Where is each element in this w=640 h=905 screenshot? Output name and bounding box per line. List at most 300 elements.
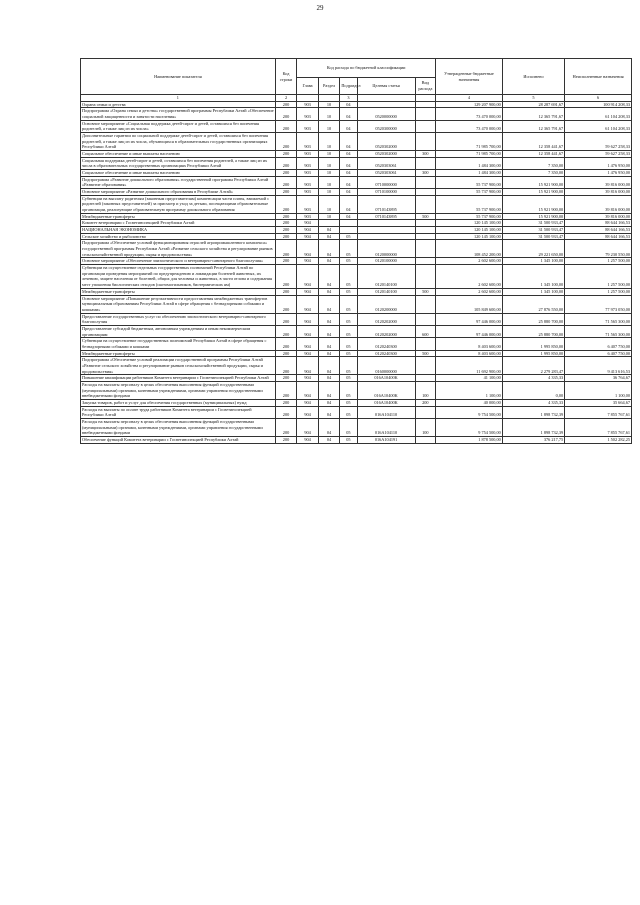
col-header-line-code: Код строки [275, 59, 297, 95]
table-row [81, 151, 632, 158]
row-podrazdel: 05 [340, 357, 357, 375]
row-unexecuted: 39 816 000,00 [565, 189, 632, 196]
row-target-article [357, 220, 415, 227]
row-expense-type [415, 233, 435, 240]
row-podrazdel: 05 [340, 265, 357, 289]
row-glava: 904 [297, 357, 319, 375]
row-name: Охрана семьи и детства [81, 101, 276, 108]
row-glava: 903 [297, 189, 319, 196]
row-expense-type [415, 258, 435, 265]
row-approved: 97 446 000,00 [436, 313, 503, 325]
row-name: Предоставление государственных услуг по обеспечению эпизоотического ветеринарно-санитарного благополучия [81, 313, 276, 325]
col-header-name: Наименование показателя [81, 59, 276, 95]
row-target-article: 0120240300 [357, 350, 415, 357]
row-razdel: 10 [318, 151, 340, 158]
table-row [81, 265, 632, 289]
row-glava: 903 [297, 176, 319, 188]
row-expense-type [415, 375, 435, 382]
row-name: Социальное обеспечение и иные выплаты населению [81, 151, 276, 158]
row-unexecuted: 6 407 750,00 [565, 338, 632, 350]
row-podrazdel [340, 220, 357, 227]
row-expense-type: 500 [415, 288, 435, 295]
row-executed: 7 350,00 [502, 170, 564, 177]
row-executed: 1 995 850,00 [502, 338, 564, 350]
table-row [81, 338, 632, 350]
row-approved: 73 470 000,00 [436, 108, 503, 120]
row-glava: 904 [297, 258, 319, 265]
row-expense-type: 500 [415, 213, 435, 220]
row-expense-type [415, 108, 435, 120]
row-approved: 11 692 900,00 [436, 357, 503, 375]
row-executed: 1 995 850,00 [502, 350, 564, 357]
row-executed: 1 345 100,00 [502, 265, 564, 289]
row-target-article: 016A104110 [357, 418, 415, 436]
row-approved: 9 754 500,00 [436, 418, 503, 436]
col-index: 6 [565, 95, 632, 102]
row-line-code: 200 [275, 375, 297, 382]
col-header-glava: Глава [297, 78, 319, 95]
col-index [297, 95, 319, 102]
row-approved: 55 737 900,00 [436, 189, 503, 196]
row-razdel: 04 [318, 288, 340, 295]
row-razdel: 04 [318, 381, 340, 399]
row-podrazdel: 05 [340, 381, 357, 399]
table-row [81, 157, 632, 169]
row-name: Межбюджетные трансферты [81, 288, 276, 295]
row-razdel: 04 [318, 295, 340, 313]
row-line-code: 200 [275, 133, 297, 151]
row-glava: 904 [297, 220, 319, 227]
row-name: Основное мероприятие «Повышение результативности предоставления межбюджетных трансфертов муниципальным образованиям Республики Алтай в сфере обращения с безнадзорными собаками и кошками» [81, 295, 276, 313]
row-podrazdel: 05 [340, 313, 357, 325]
row-unexecuted: 39 816 000,00 [565, 176, 632, 188]
row-line-code: 200 [275, 295, 297, 313]
row-target-article: 0520000000 [357, 108, 415, 120]
row-razdel: 04 [318, 325, 340, 337]
row-podrazdel: 04 [340, 120, 357, 132]
row-podrazdel: 05 [340, 288, 357, 295]
row-target-article: 0120200000 [357, 295, 415, 313]
row-name: Межбюджетные трансферты [81, 350, 276, 357]
row-approved: 1 878 500,00 [436, 436, 503, 443]
row-razdel: 04 [318, 313, 340, 325]
row-approved: 55 737 900,00 [436, 195, 503, 213]
row-approved: 8 403 600,00 [436, 338, 503, 350]
row-line-code: 200 [275, 265, 297, 289]
row-razdel: 10 [318, 120, 340, 132]
row-executed: 4 335,33 [502, 375, 564, 382]
row-approved: 2 602 600,00 [436, 258, 503, 265]
row-line-code: 200 [275, 357, 297, 375]
row-expense-type [415, 406, 435, 418]
row-glava: 904 [297, 406, 319, 418]
row-line-code: 200 [275, 325, 297, 337]
row-razdel: 04 [318, 265, 340, 289]
row-line-code: 200 [275, 176, 297, 188]
row-expense-type: 300 [415, 170, 435, 177]
row-razdel: 10 [318, 157, 340, 169]
row-line-code: 200 [275, 418, 297, 436]
row-executed: 15 921 900,00 [502, 213, 564, 220]
row-podrazdel: 05 [340, 338, 357, 350]
row-executed: 31 500 933,47 [502, 233, 564, 240]
col-header-type: Вид расхода [415, 78, 435, 95]
row-unexecuted: 9 413 616,53 [565, 357, 632, 375]
row-unexecuted: 1 100,00 [565, 381, 632, 399]
row-podrazdel: 05 [340, 233, 357, 240]
row-executed: 12 358 441,67 [502, 133, 564, 151]
row-executed: 31 500 933,47 [502, 227, 564, 234]
col-header-classification: Код расхода по бюджетной классификации [297, 59, 436, 78]
row-podrazdel: 04 [340, 213, 357, 220]
row-target-article: 0120240300 [357, 338, 415, 350]
table-row [81, 350, 632, 357]
row-glava: 904 [297, 295, 319, 313]
row-podrazdel: 04 [340, 195, 357, 213]
row-unexecuted: 100 914 208,33 [565, 101, 632, 108]
table-row [81, 227, 632, 234]
row-name: Расходы на выплаты персоналу в целях обеспечения выполнения функций государственными (муниципальными) органами, казенными учреждениями, органами управления государственными внебюджетными фондами [81, 418, 276, 436]
row-executed: 28 287 691,67 [502, 101, 564, 108]
row-line-code: 200 [275, 233, 297, 240]
row-approved: 1 100,00 [436, 381, 503, 399]
row-unexecuted: 1 257 500,00 [565, 258, 632, 265]
page-number: 29 [316, 4, 324, 12]
row-glava: 904 [297, 399, 319, 406]
row-razdel: 10 [318, 170, 340, 177]
row-line-code: 200 [275, 240, 297, 258]
table-row [81, 418, 632, 436]
row-razdel: 10 [318, 101, 340, 108]
table-body [81, 101, 632, 443]
row-name: Обеспечение функций Комитета ветеринарии с Госветинспекцией Республики Алтай [81, 436, 276, 443]
row-podrazdel: 05 [340, 325, 357, 337]
row-expense-type [415, 101, 435, 108]
row-name: Подпрограмма «Охрана семьи и детства» государственной программы Республики Алтай «Обеспечение социальной защищенности и занятости населения» [82, 108, 274, 120]
table-row [81, 133, 632, 151]
row-glava: 904 [297, 233, 319, 240]
row-expense-type [415, 220, 435, 227]
row-approved: 9 754 500,00 [436, 406, 503, 418]
row-executed: 4 335,33 [502, 399, 564, 406]
row-podrazdel: 04 [340, 176, 357, 188]
row-line-code: 200 [275, 157, 297, 169]
row-name: Основное мероприятие «Развитие дошкольного образования в Республике Алтай» [81, 189, 276, 196]
row-unexecuted: 61 104 208,33 [565, 108, 632, 120]
row-target-article: 0710143895 [357, 195, 415, 213]
row-line-code: 200 [275, 288, 297, 295]
row-name: Подпрограмма «Развитие дошкольного образования» государственной программы Республики Алтай «Развитие образования» [81, 176, 276, 188]
row-approved: 97 446 000,00 [436, 325, 503, 337]
row-glava: 903 [297, 133, 319, 151]
row-approved: 40 000,00 [436, 399, 503, 406]
row-target-article [357, 101, 415, 108]
row-executed: 29 221 650,00 [502, 240, 564, 258]
table-row [81, 220, 632, 227]
row-podrazdel: 05 [340, 295, 357, 313]
row-glava: 903 [297, 157, 319, 169]
row-executed: 1 898 732,39 [502, 406, 564, 418]
row-approved: 71 985 700,00 [436, 133, 503, 151]
row-unexecuted: 1 476 950,00 [565, 157, 632, 169]
row-expense-type [415, 133, 435, 151]
row-expense-type [415, 189, 435, 196]
row-target-article: 016A104110 [357, 406, 415, 418]
row-expense-type [415, 313, 435, 325]
row-approved: 1 484 300,00 [436, 170, 503, 177]
row-approved: 108 452 200,00 [436, 240, 503, 258]
row-name: Межбюджетные трансферты [81, 213, 276, 220]
row-name: Расходы на выплаты персоналу в целях обеспечения выполнения функций государственными (муниципальными) органами, казенными учреждениями, органами управления государственными внебюджетными фондами [81, 381, 276, 399]
col-header-target: Целевая статья [357, 78, 415, 95]
row-expense-type [415, 240, 435, 258]
table-row [81, 406, 632, 418]
row-expense-type [415, 295, 435, 313]
row-approved: 120 145 100,00 [436, 220, 503, 227]
row-executed: 376 217,75 [502, 436, 564, 443]
row-name: НАЦИОНАЛЬНАЯ ЭКОНОМИКА [81, 227, 276, 234]
row-target-article: 0120140100 [357, 288, 415, 295]
row-unexecuted: 7 855 767,61 [565, 418, 632, 436]
row-expense-type [415, 357, 435, 375]
row-name: Комитет ветеринарии с Госветинспекцией Республики Алтай [81, 220, 276, 227]
row-unexecuted: 59 627 258,33 [565, 151, 632, 158]
row-target-article: 016A10400K [357, 375, 415, 382]
row-name: Субвенции на осуществление государственных полномочий Республики Алтай в сфере обращения с безнадзорными собаками и кошками [81, 338, 276, 350]
row-razdel: 04 [318, 233, 340, 240]
row-glava: 904 [297, 381, 319, 399]
row-approved: 55 737 900,00 [436, 176, 503, 188]
row-glava: 904 [297, 418, 319, 436]
row-executed: 12 365 791,67 [502, 120, 564, 132]
row-name: Подпрограмма «Обеспечение условий функционирования отраслей агропромышленного комплекса» государственной программы Республики Алтай «Развитие сельского хозяйства и регулирование рынков сельскохозяйственной продукции, сырья и продовольствия» [81, 240, 276, 258]
row-podrazdel: 05 [340, 399, 357, 406]
table-row [81, 325, 632, 337]
row-razdel: 04 [318, 338, 340, 350]
row-line-code: 200 [275, 101, 297, 108]
row-line-code: 200 [275, 350, 297, 357]
row-unexecuted: 61 104 208,33 [565, 120, 632, 132]
row-line-code: 200 [275, 406, 297, 418]
row-name: Повышение квалификации работников Комитета ветеринарии с Госветинспекцией Республики Алтай [81, 375, 276, 382]
row-glava: 903 [297, 195, 319, 213]
row-executed: 27 876 550,00 [502, 295, 564, 313]
row-line-code: 200 [275, 338, 297, 350]
row-executed: 7 350,00 [502, 157, 564, 169]
table-row [81, 101, 632, 108]
col-header-razdel: Раздел [318, 78, 340, 95]
row-glava: 904 [297, 313, 319, 325]
row-executed: 2 279 283,47 [502, 357, 564, 375]
row-podrazdel: 05 [340, 258, 357, 265]
row-name: Закупка товаров, работ и услуг для обеспечения государственных (муниципальных) нужд [81, 399, 276, 406]
row-unexecuted: 6 407 750,00 [565, 350, 632, 357]
row-razdel: 10 [318, 176, 340, 188]
row-line-code: 200 [275, 189, 297, 196]
row-target-article: 016A104191 [357, 436, 415, 443]
row-name: Основное мероприятие «Обеспечение эпизоотического и ветеринарно-санитарного благополучия» [81, 258, 276, 265]
row-target-article: 0710143895 [357, 213, 415, 220]
row-line-code: 200 [275, 151, 297, 158]
row-podrazdel: 05 [340, 406, 357, 418]
row-razdel: 04 [318, 240, 340, 258]
row-razdel: 10 [318, 133, 340, 151]
row-glava: 903 [297, 108, 319, 120]
col-index: 3 [340, 95, 357, 102]
row-name: Предоставление субсидий бюджетным, автономным учреждениям и иным некоммерческим организациям [81, 325, 276, 337]
row-expense-type: 100 [415, 418, 435, 436]
row-line-code: 200 [275, 220, 297, 227]
row-unexecuted: 7 855 767,61 [565, 406, 632, 418]
row-unexecuted: 1 257 500,00 [565, 288, 632, 295]
row-unexecuted: 35 664,67 [565, 399, 632, 406]
table-row [81, 313, 632, 325]
row-executed: 15 921 900,00 [502, 195, 564, 213]
row-podrazdel: 05 [340, 240, 357, 258]
row-glava: 904 [297, 288, 319, 295]
column-index-row [81, 95, 632, 102]
row-razdel: 04 [318, 350, 340, 357]
table-row [81, 189, 632, 196]
col-index [415, 95, 435, 102]
row-expense-type [415, 338, 435, 350]
row-glava: 903 [297, 101, 319, 108]
row-name: Социальное обеспечение и иные выплаты населению [81, 170, 276, 177]
row-approved: 8 403 600,00 [436, 350, 503, 357]
row-executed: 1 345 100,00 [502, 258, 564, 265]
row-podrazdel [340, 227, 357, 234]
row-podrazdel: 04 [340, 133, 357, 151]
col-header-executed: Исполнено [502, 59, 564, 95]
row-approved: 120 145 100,00 [436, 233, 503, 240]
table-row [81, 357, 632, 375]
row-expense-type: 300 [415, 151, 435, 158]
row-target-article: 0520303061 [357, 170, 415, 177]
row-razdel: 04 [318, 436, 340, 443]
table-row [81, 233, 632, 240]
row-name: Субвенции на осуществление отдельных государственных полномочий Республики Алтай по организации проведения мероприятий по предупреждению и ликвидации болезней животных, их лечению, защите населения от болезней, общих для человека и животных, в части отлова и содержания мест упокоения биологических отходов (скотомогильников, биотермических ям) [81, 265, 276, 289]
row-glava: 904 [297, 338, 319, 350]
row-razdel: 04 [318, 258, 340, 265]
row-target-article: 016A10400K [357, 399, 415, 406]
table-row [81, 375, 632, 382]
row-unexecuted: 39 816 000,00 [565, 213, 632, 220]
row-executed: 1 898 732,39 [502, 418, 564, 436]
row-unexecuted: 59 627 258,33 [565, 133, 632, 151]
row-unexecuted: 71 565 300,00 [565, 313, 632, 325]
row-expense-type [415, 227, 435, 234]
row-razdel: 10 [318, 189, 340, 196]
row-podrazdel: 04 [340, 170, 357, 177]
row-approved: 73 470 000,00 [436, 120, 503, 132]
row-name: Расходы на выплаты по оплате труда работников Комитета ветеринарии с Госветинспекцией Республики Алтай [81, 406, 276, 418]
row-target-article: 0120000000 [357, 240, 415, 258]
table-row [81, 170, 632, 177]
row-unexecuted: 71 565 300,00 [565, 325, 632, 337]
row-name: Дополнительные гарантии по социальной поддержке детей-сирот и детей, оставшихся без попечения родителей, а также лиц из их числа, обучающихся в образовательных государственных организациях Республики Алтай [81, 133, 276, 151]
budget-execution-table [80, 58, 632, 444]
row-expense-type [415, 176, 435, 188]
row-name: Социальная поддержка детей-сирот и детей, оставшихся без попечения родителей, а также лиц из их числа в образовательных государственных организациях Республики Алтай [81, 157, 276, 169]
table-row [81, 120, 632, 132]
row-target-article: 016A10400K [357, 381, 415, 399]
row-target-article: 0520302000 [357, 151, 415, 158]
row-executed: 31 500 933,47 [502, 220, 564, 227]
row-executed: 12 358 441,67 [502, 151, 564, 158]
row-approved: 129 207 900,00 [436, 101, 503, 108]
row-expense-type: 500 [415, 350, 435, 357]
row-target-article: 0160000000 [357, 357, 415, 375]
row-unexecuted: 1 476 950,00 [565, 170, 632, 177]
row-unexecuted: 39 816 000,00 [565, 195, 632, 213]
row-podrazdel: 04 [340, 101, 357, 108]
row-executed: 25 880 700,00 [502, 313, 564, 325]
row-target-article: 0710000000 [357, 176, 415, 188]
col-header-approved: Утвержденные бюджетные назначения [436, 59, 503, 95]
row-glava: 903 [297, 120, 319, 132]
col-index: 2 [275, 95, 297, 102]
row-target-article: 0520303061 [357, 157, 415, 169]
row-line-code: 200 [275, 381, 297, 399]
row-target-article: 0710100000 [357, 189, 415, 196]
row-line-code: 200 [275, 258, 297, 265]
row-target-article: 0120100000 [357, 258, 415, 265]
row-line-code: 200 [275, 170, 297, 177]
table-row [81, 176, 632, 188]
row-podrazdel: 05 [340, 375, 357, 382]
row-approved: 41 100,00 [436, 375, 503, 382]
col-index: 4 [436, 95, 503, 102]
row-podrazdel: 05 [340, 350, 357, 357]
row-unexecuted: 1 502 282,25 [565, 436, 632, 443]
row-expense-type: 200 [415, 399, 435, 406]
row-podrazdel: 05 [340, 436, 357, 443]
row-executed: 15 921 900,00 [502, 176, 564, 188]
row-razdel: 10 [318, 195, 340, 213]
table-row [81, 381, 632, 399]
row-line-code: 200 [275, 108, 297, 120]
col-index [357, 95, 415, 102]
row-razdel: 04 [318, 227, 340, 234]
row-expense-type [415, 436, 435, 443]
row-razdel: 04 [318, 357, 340, 375]
row-glava: 904 [297, 227, 319, 234]
row-approved: 55 737 900,00 [436, 213, 503, 220]
row-glava: 903 [297, 151, 319, 158]
row-unexecuted: 79 230 550,00 [565, 240, 632, 258]
row-line-code: 200 [275, 436, 297, 443]
row-expense-type [415, 157, 435, 169]
table-row [81, 295, 632, 313]
col-index: 5 [502, 95, 564, 102]
row-target-article [357, 227, 415, 234]
row-unexecuted: 36 764,67 [565, 375, 632, 382]
row-expense-type: 100 [415, 381, 435, 399]
table-row [81, 258, 632, 265]
row-executed: 0,00 [502, 381, 564, 399]
row-podrazdel: 05 [340, 418, 357, 436]
row-approved: 2 602 600,00 [436, 265, 503, 289]
row-glava: 904 [297, 436, 319, 443]
row-executed: 15 921 900,00 [502, 189, 564, 196]
row-expense-type [415, 265, 435, 289]
row-razdel: 10 [318, 108, 340, 120]
row-unexecuted: 88 644 166,53 [565, 233, 632, 240]
row-podrazdel: 04 [340, 108, 357, 120]
table-row [81, 436, 632, 443]
row-razdel [318, 220, 340, 227]
row-unexecuted: 77 973 050,00 [565, 295, 632, 313]
